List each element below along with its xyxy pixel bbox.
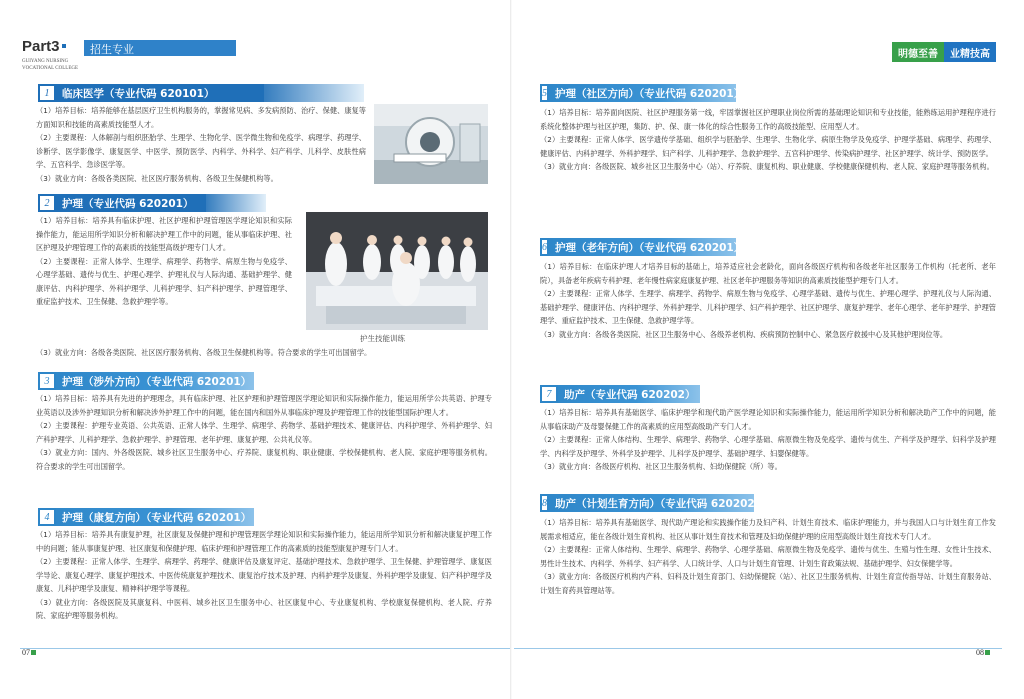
section-1-header <box>38 84 264 102</box>
section-1-para-2: （2）主要课程：人体解剖与组织胚胎学、生理学、生物化学、医学微生物和免疫学、病理学、药理学、诊断学、医学影像学、康复医学、中医学、预防医学、内科学、外科学、妇产科学、儿科学、皮肤性病学、五官科学、急诊医学等。 <box>36 133 366 169</box>
section-7-title: 助产（专业代码 620202） <box>564 388 696 401</box>
left-footer-line <box>20 648 510 649</box>
section-8-title: 助产（计划生育方向）（专业代码 620202） <box>555 497 766 510</box>
section-3-number: 3 <box>38 372 56 390</box>
section-2-para-2: （2）主要课程：正常人体学、生理学、病理学、药物学、病原生物与免疫学、心理学基础、遗传与优生、护理心理学、护理礼仪与人际沟通、基础护理学、健康评估、内科护理学、外科护理学、儿科护理学、妇产科护理学、护理管理学、重症监护技术、卫生保健、急救护理学等。 <box>36 256 292 306</box>
section-4-para-2: （2）主要课程：正常人体学、生理学、病理学、药理学、健康评估及康复评定、基础护理技术、急救护理学、卫生保健、护理管理学、康复医学导论、康复心理学、康复护理技术、中医传统康复护理技术、康复治疗技术及护理、内科护理学及康复、外科护理学及康复、妇产科护理学及康复、儿科护理学及康复、精神科护理学等课程。 <box>36 557 492 593</box>
section-7-para-1: （1）培养目标：培养具有基础医学、临床护理学和现代助产医学理论知识和实际操作能力，能运用所学知识分析和解决助产工作中的问题，能从事临床助产及母婴保健工作的高素质的应用型高级助产专门人才。 <box>540 408 996 431</box>
right-page-number: 08 <box>976 648 990 657</box>
section-1-number: 1 <box>38 84 56 102</box>
section-8-para-2: （2）主要课程：正常人体结构、生理学、病理学、药物学、心理学基础、病原微生物及免疫学、遗传与优生、生殖与性生理、女性计生技术、男性计生技术、内科学、外科学、妇产科学、人口统计学、人口与计划生育管理、计划生育政策法规、基础护理学、妇女保健学等。 <box>540 545 996 568</box>
section-1-body <box>36 104 366 185</box>
section-5-body <box>540 106 996 174</box>
section-6-header <box>540 238 745 256</box>
section-7-body <box>540 406 996 474</box>
section-7-para-2: （2）主要课程：正常人体结构、生理学、病理学、药物学、心理学基础、病原微生物及免疫学、遗传与优生、产科学及护理学、妇科学及护理学、内科学及护理学、外科学及护理学、儿科学及护理学、基础护理学、妇婴保健等。 <box>540 435 996 458</box>
section-5-para-3: （3）就业方向：各级医院、城乡社区卫生服务中心（站）、疗养院、康复机构、职业健康、学校健康保健机构、老人院、家庭护理等服务机构。 <box>540 162 994 171</box>
section-5-header <box>540 84 745 102</box>
section-4-body <box>36 528 492 623</box>
section-3-para-1: （1）培养目标：培养具有先进的护理理念，具有临床护理、社区护理和护理管理医学理论知识和实际操作能力，能运用所学公共英语、护理专业英语以及涉外护理知识分析和解决涉外护理工作中的问题，能在国内和国外从事临床护理及护理管理工作的技能型国际护理人才。 <box>36 394 492 417</box>
section-2-para-1: （1）培养目标：培养具有临床护理、社区护理和护理管理医学理论知识和实际操作能力，能运用所学知识分析和解决护理工作中的问题，能从事临床护理、社区护理及护理管理工作的高素质的技能型高级护理专门人才。 <box>36 216 292 252</box>
part-dot-icon <box>62 44 66 48</box>
section-5-para-1: （1）培养目标：培养面向医院、社区护理服务第一线，牢固掌握社区护理职业岗位所需的基础理论知识和专业技能，能熟练运用护理程序进行系统化整体护理与社区护理，集防、护、保、康一体化的综合性服务工作的高级技能型、应用型人才。 <box>540 108 996 131</box>
section-2-number: 2 <box>38 194 56 212</box>
part-label: Part3 <box>22 38 68 55</box>
right-footer-line <box>514 648 1002 649</box>
section-7-para-3: （3）就业方向：各级医疗机构、社区卫生服务机构、妇幼保健院（所）等。 <box>540 462 782 471</box>
nursing-training-photo <box>306 212 488 330</box>
section-6-title: 护理（老年方向）（专业代码 620201） <box>555 241 745 254</box>
section-1-para-1: （1）培养目标：培养能够在基层医疗卫生机构服务的，掌握常见病、多发病预防、治疗、保健、康复等方面知识和技能的高素质技能型人才。 <box>36 106 366 129</box>
section-3-title: 护理（涉外方向）（专业代码 620201） <box>62 375 252 388</box>
section-5-title: 护理（社区方向）（专业代码 620201） <box>555 87 745 100</box>
photo-caption: 护生技能训练 <box>360 334 405 343</box>
section-5-number: 5 <box>540 84 549 102</box>
header-title: 招生专业 <box>90 43 134 56</box>
mri-photo-illustration <box>374 104 488 184</box>
section-8-number: 8 <box>540 494 549 512</box>
college-en-line2: VOCATIONAL COLLEGE <box>22 66 79 71</box>
motto-green: 明德至善 <box>892 42 944 62</box>
section-2-header <box>38 194 206 212</box>
section-6-para-2: （2）主要课程：正常人体学、生理学、病理学、药物学、病原生物与免疫学、心理学基础、遗传与优生、护理心理学、护理礼仪与人际沟通、基础护理学、健康评估、内科护理学、外科护理学、儿科护理学、妇产科护理学、社区护理学、康复护理学、老年心理学、老年护理学、护理管理学、重症监护技术、卫生保健、急救护理学等。 <box>540 289 996 325</box>
section-8-body <box>540 516 996 597</box>
section-7-number: 7 <box>540 385 558 403</box>
section-1-title: 临床医学（专业代码 620101） <box>62 87 215 100</box>
motto-blue: 业精技高 <box>944 42 996 62</box>
section-4-header <box>38 508 254 526</box>
section-8-header <box>540 494 766 512</box>
section-4-title: 护理（康复方向）（专业代码 620201） <box>62 511 252 524</box>
mri-room-photo <box>374 104 488 184</box>
motto-badge <box>892 42 996 62</box>
left-page-number: 07 <box>22 648 36 657</box>
college-en-line1: GUIYANG NURSING <box>22 59 69 64</box>
section-6-para-3: （3）就业方向：各级各类医院、社区卫生服务中心、各级养老机构、疾病预防控制中心、紧急医疗救援中心及其他护理岗位等。 <box>540 329 948 339</box>
section-1-bar-fade <box>264 84 364 102</box>
section-3-header <box>38 372 254 390</box>
section-3-para-3: （3）就业方向：国内、外各级医院、城乡社区卫生服务中心、疗养院、康复机构、职业健康、学校保健机构、老人院、家庭护理等服务机构。符合要求的学生可出国留学。 <box>36 448 492 471</box>
section-4-para-3: （3）就业方向：各级医院及其康复科、中医科、城乡社区卫生服务中心、社区康复中心、专业康复机构、学校康复保健机构、老人院、疗养院、家庭护理等服务机构。 <box>36 597 492 620</box>
section-8-para-3: （3）就业方向：各级医疗机构内产科、妇科及计划生育部门、妇幼保健院（站）、社区卫生服务机构、计划生育宣传指导站、计划生育服务站、计划生育药具管理站等。 <box>540 572 996 595</box>
section-5-para-2: （2）主要课程：正常人体学、医学遗传学基础、组织学与胚胎学、生理学、生物化学、病原生物学及免疫学、护理学基础、病理学、药理学、健康评估、内科护理学、外科护理学、妇产科学、儿科护理学、急救护理学、五官科护理学、传染病护理学、社区护理学、统计学、预防医学。 <box>540 135 996 158</box>
section-2-body <box>36 214 292 309</box>
section-6-number: 6 <box>540 238 549 256</box>
right-page <box>512 0 1024 699</box>
section-2-title: 护理（专业代码 620201） <box>62 197 194 210</box>
section-7-header <box>540 385 700 403</box>
section-2-body-wide <box>36 346 492 360</box>
section-4-number: 4 <box>38 508 56 526</box>
section-8-para-1: （1）培养目标：培养具有基础医学、现代助产理论和实践操作能力及妇产科、计划生育技术、临床护理能力，并与我国人口与计划生育工作发展需求相适应，能在各级计划生育机构、社区从事计划生育技术和管理及妇幼保健护理的应用型高级计划生育技术专门人才。 <box>540 518 996 541</box>
section-6-para-1: （1）培养目标：在临床护理人才培养目标的基础上，培养适应社会老龄化，面向各级医疗机构和各级老年社区服务工作机构（托老所、老年院），具备老年疾病专科护理、老年慢性病家庭康复护理、社区老年护理服务等知识的高素质技能型护理专门人才。 <box>540 262 996 285</box>
section-2-para-3: （3）就业方向：各级各类医院、社区医疗服务机构、各级卫生保健机构等。符合要求的学生可出国留学。 <box>36 348 372 357</box>
college-english-name <box>22 58 78 72</box>
section-2-bar-fade <box>206 194 266 212</box>
header-title-bar <box>84 40 236 56</box>
section-6-body <box>540 260 996 341</box>
section-1-para-3: （3）就业方向：各级各类医院、社区医疗服务机构、各级卫生保健机构等。 <box>36 173 278 183</box>
section-3-para-2: （2）主要课程：护理专业英语、公共英语、正常人体学、生理学、病理学、药物学、基础护理技术、健康评估、内科护理学、外科护理学、妇产科护理学、儿科护理学、急救护理学、护理管理、老年护理、康复护理、公共礼仪等。 <box>36 421 492 444</box>
nursing-photo-illustration <box>306 212 488 330</box>
section-3-body <box>36 392 492 473</box>
section-4-para-1: （1）培养目标：培养具有康复护理，社区康复及保健护理和护理管理医学理论知识和实际操作能力，能运用所学知识分析和解决康复护理工作中的问题；能从事康复护理、社区康复和保健护理、临床护理和护理管理工作的高素质的技能型康复护理专门人才。 <box>36 530 492 553</box>
